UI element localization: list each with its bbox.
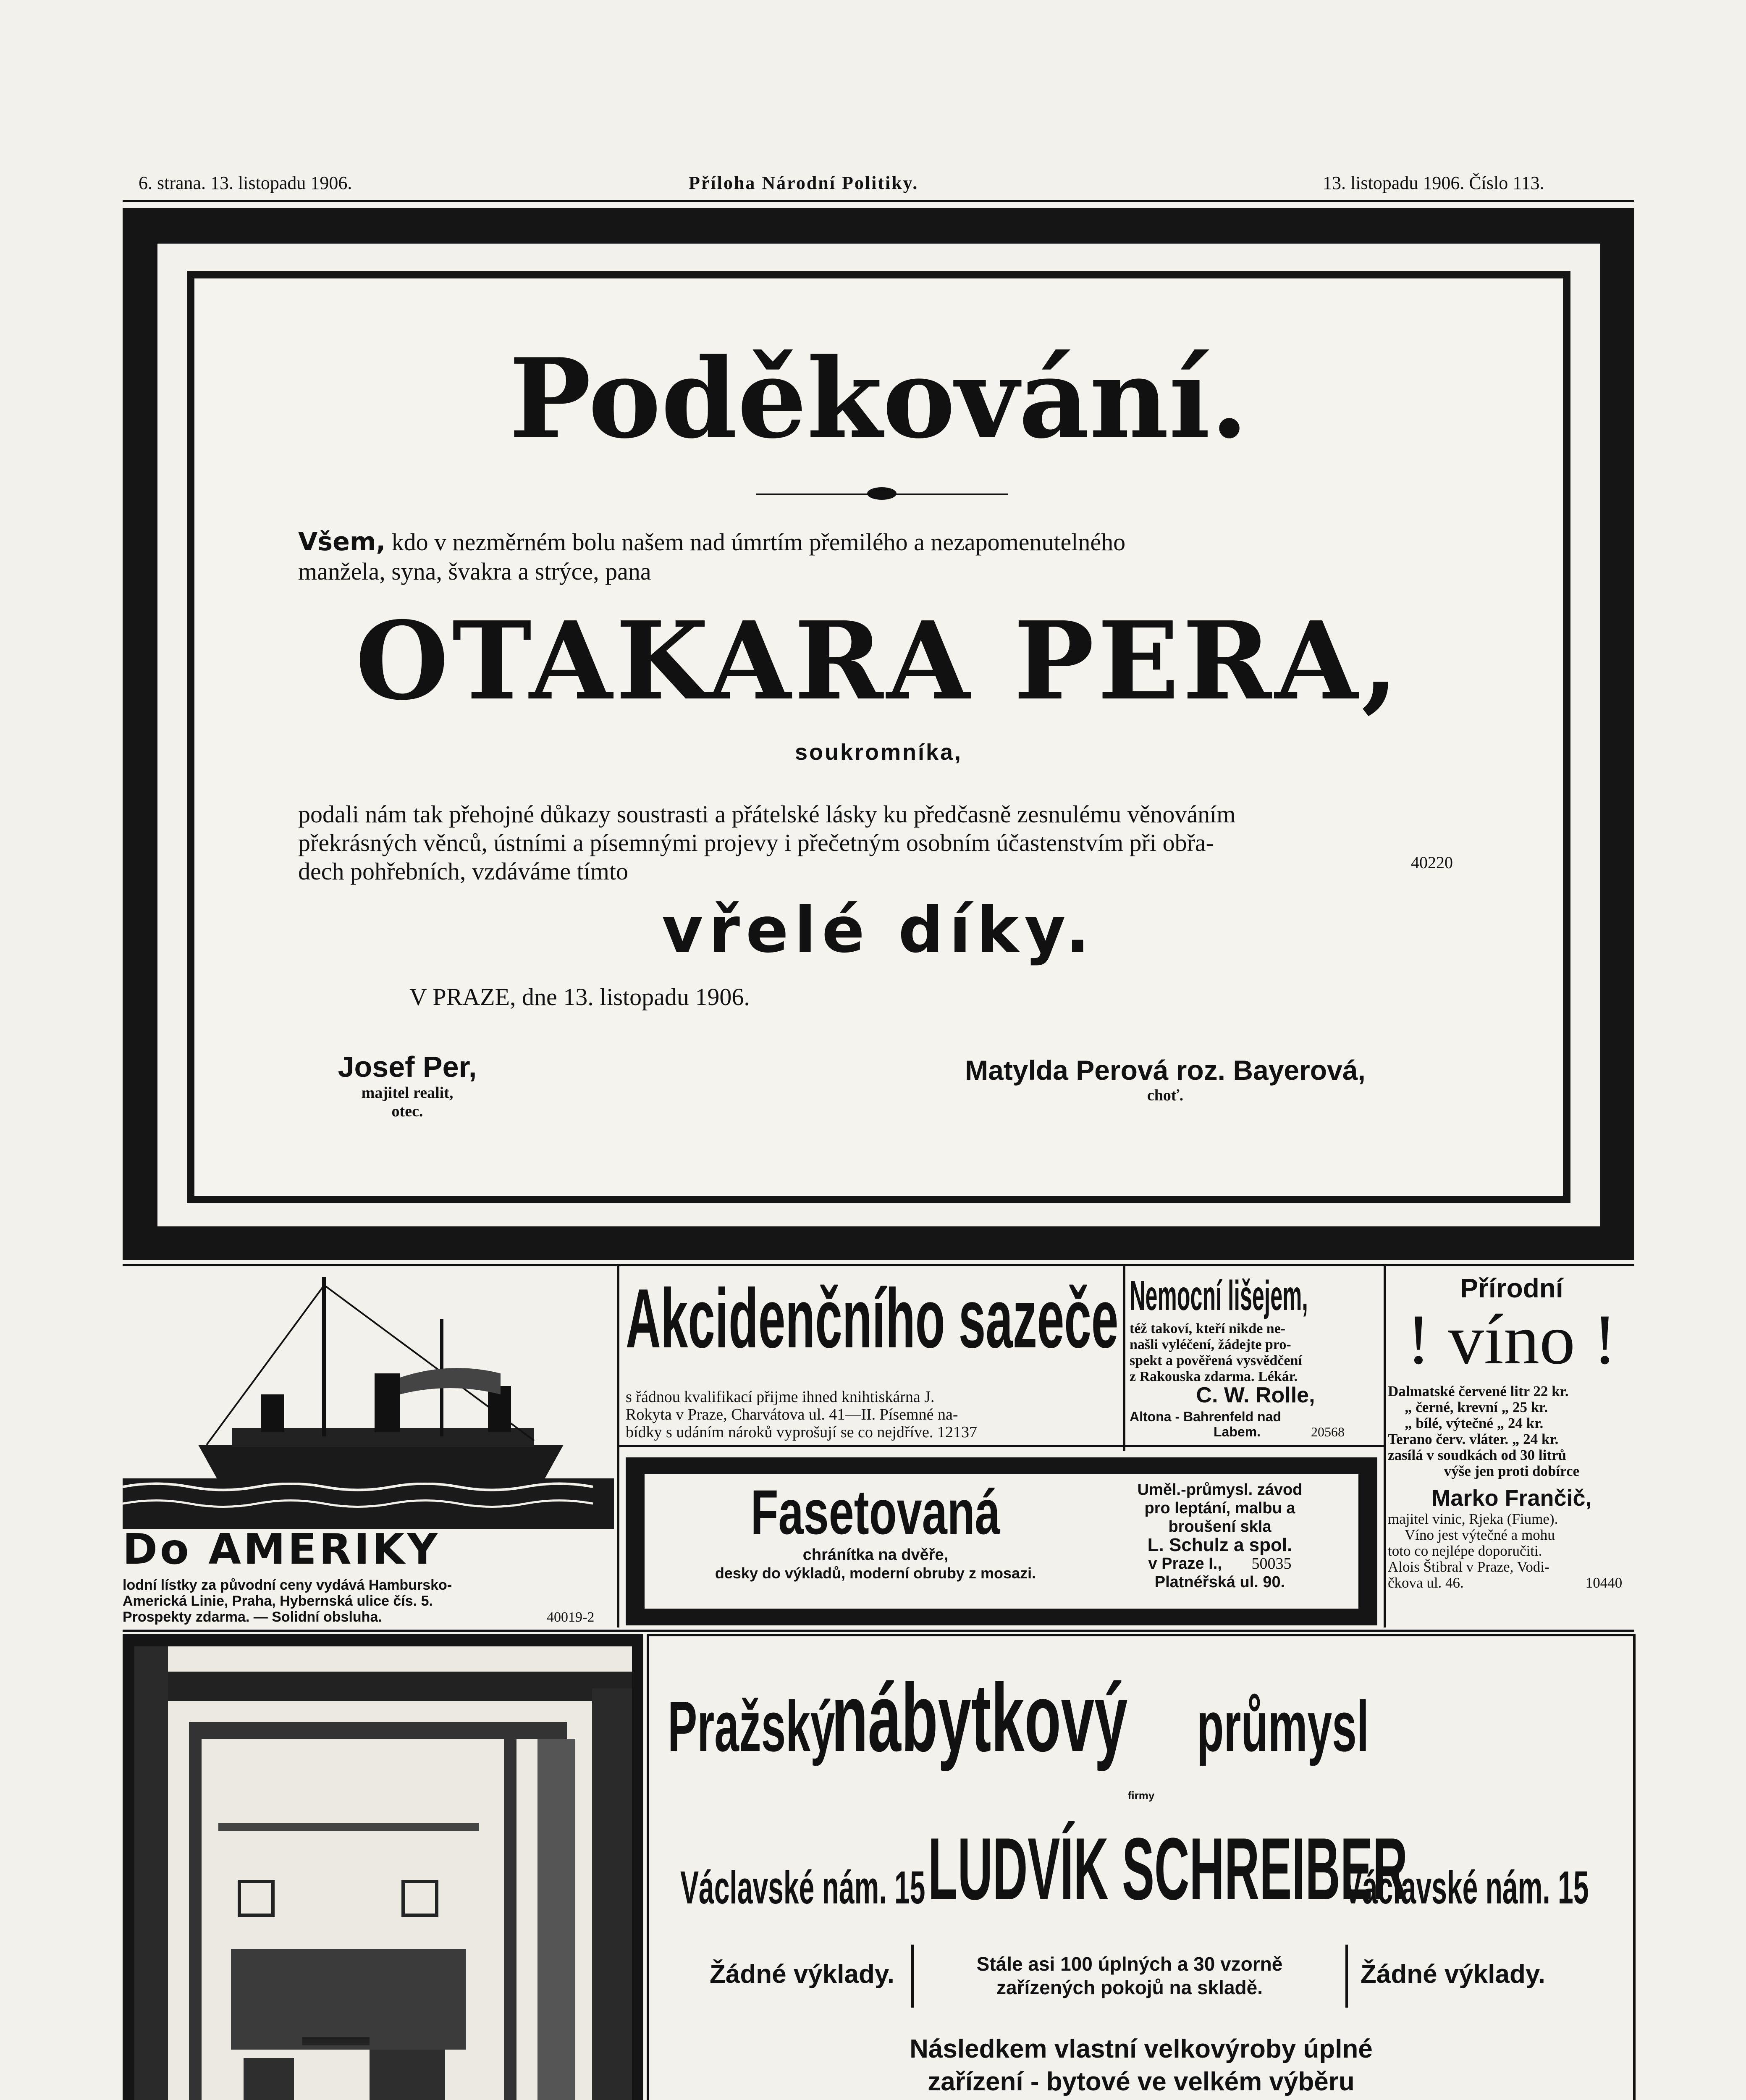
furniture-production — [647, 2033, 1636, 2098]
notice-body — [298, 800, 1235, 886]
signer-wife-relation: choť. — [1147, 1087, 1184, 1104]
ad-grid-top-rule — [123, 1264, 1634, 1266]
wine-seller-name: Marko Frančič, — [1431, 1486, 1592, 1511]
glass-sub-1: chránítka na dvěře, — [802, 1546, 949, 1564]
intro-lead: Všem, — [298, 527, 386, 556]
furniture-heading-c: průmysl — [1197, 1687, 1369, 1767]
body-line-1: podali nám tak přehojné důkazy soustrasti a přátelské lásky ku předčasně zesnulému věnováním — [298, 801, 1236, 828]
signer-father-relation: otec. — [391, 1102, 423, 1120]
ad-grid-divider — [1123, 1266, 1125, 1451]
furniture-stock-line-1: Stále asi 100 úplných a 30 vzorně — [976, 1953, 1283, 1975]
ad-grid-rule — [123, 1630, 1634, 1632]
intro-line1: kdo v nezměrném bolu našem nad úmrtím přemilého a nezapomenutelného — [385, 528, 1126, 556]
intro-line2: manžela, syna, švakra a strýce, pana — [298, 558, 651, 585]
signer-wife-name: Matylda Perová roz. Bayerová, — [965, 1055, 1366, 1086]
america-text — [123, 1577, 452, 1625]
furniture-heading-a: Pražský — [668, 1687, 835, 1767]
ad-grid-divider — [617, 1266, 619, 1628]
lichen-address — [1130, 1409, 1345, 1439]
body-line-3: dech pohřebních, vzdáváme tímto — [298, 858, 628, 885]
lichen-text — [1130, 1321, 1302, 1385]
wine-line-9: toto co nejlépe doporučiti. — [1388, 1543, 1542, 1559]
deceased-occupation: soukromníka, — [794, 740, 963, 765]
america-ad-number: 40019-2 — [547, 1609, 595, 1625]
america-line-3: Prospekty zdarma. — Solidní obsluha. — [123, 1609, 382, 1625]
deceased-name: OTAKARA PERA, — [355, 598, 1402, 724]
glass-right — [1090, 1480, 1350, 1591]
ad-america — [123, 1268, 614, 1625]
signer-father — [290, 1050, 525, 1121]
ad-typesetter — [626, 1273, 1117, 1445]
lichen-heading: Nemocní lišejem, — [1130, 1272, 1308, 1319]
thanks-text: vřelé díky. — [662, 894, 1096, 967]
wine-prices — [1388, 1383, 1636, 1479]
wine-line-8: Víno jest výtečné a mohu — [1405, 1527, 1555, 1543]
furniture-address-left: Václavské nám. 15 — [680, 1862, 925, 1914]
typesetter-text — [626, 1388, 977, 1441]
typesetter-ad-number: 12137 — [937, 1423, 977, 1441]
furniture-illustration — [134, 1646, 632, 2100]
furniture-firm-name: LUDVÍK SCHREIBER — [928, 1819, 1408, 1918]
glass-left — [661, 1478, 1090, 1583]
ad-grid-rule — [619, 1445, 1384, 1447]
furniture-stock-box — [911, 1945, 1348, 2008]
steamship-illustration — [123, 1268, 614, 1529]
furniture-address-right: Václavské nám. 15 — [1344, 1862, 1589, 1914]
wine-line-10: Alois Štibral v Praze, Vodi- — [1388, 1559, 1549, 1575]
typesetter-line-1: s řádnou kvalifikací přijme ihned knihtiskárna J. — [626, 1388, 935, 1406]
lichen-address-2: Labem. — [1214, 1424, 1261, 1439]
america-heading: Do AMERIKY — [123, 1525, 440, 1574]
glass-ad-number: 50035 — [1251, 1555, 1292, 1572]
lichen-ad-number: 20568 — [1311, 1424, 1345, 1439]
wine-heading-1: Přírodní — [1460, 1273, 1563, 1303]
typesetter-line-3: bídky s udáním nároků vyprošují se co nejdříve. — [626, 1423, 933, 1441]
wine-line-2: „ černé, krevní „ 25 kr. — [1405, 1399, 1548, 1415]
furniture-no-display-left: Žádné výklady. — [710, 1960, 894, 1989]
glass-right-6: Platnéřská ul. 90. — [1154, 1573, 1285, 1591]
glass-right-3: broušení skla — [1168, 1518, 1271, 1536]
signer-father-role: majitel realit, — [361, 1084, 454, 1102]
wine-line-6: výše jen proti dobírce — [1444, 1463, 1580, 1479]
furniture-production-1: Následkem vlastní velkovýroby úplné — [910, 2034, 1373, 2063]
ad-wine — [1388, 1273, 1636, 1625]
lichen-name: C. W. Rolle, — [1196, 1383, 1315, 1407]
wine-line-4: Terano červ. vláter. „ 24 kr. — [1388, 1431, 1559, 1447]
ad-glass — [645, 1474, 1358, 1609]
lichen-address-1: Altona - Bahrenfeld nad — [1130, 1409, 1281, 1424]
signer-wife — [903, 1054, 1428, 1105]
wine-testimonial — [1388, 1511, 1636, 1591]
ad-lichen — [1130, 1273, 1382, 1445]
america-line-2: Americká Linie, Praha, Hybernská ulice čís. 5. — [123, 1593, 433, 1609]
glass-sub-2: desky do výkladů, moderní obruby z mosazi. — [715, 1564, 1036, 1582]
glass-right-5: v Praze I., — [1148, 1555, 1222, 1572]
body-line-2: překrásných věnců, ústními a písemnými projevy i přečetným osobním účastenstvím při obřa- — [298, 829, 1214, 856]
typesetter-heading: Akcidenčního sazeče — [626, 1272, 1119, 1365]
wine-line-7: majitel vinic, Rjeka (Fiume). — [1388, 1511, 1558, 1527]
wine-line-3: „ bílé, výtečné „ 24 kr. — [1405, 1415, 1544, 1431]
lichen-line-2: našli vyléčení, žádejte pro- — [1130, 1337, 1291, 1352]
interior-drawing — [134, 1646, 632, 2100]
wine-ad-number: 10440 — [1585, 1575, 1623, 1591]
wine-heading-2: ! víno ! — [1406, 1300, 1617, 1379]
place-date: V PRAZE, dne 13. listopadu 1906. — [409, 983, 750, 1011]
furniture-heading-b: nábytkový — [831, 1664, 1128, 1772]
glass-right-2: pro leptání, malbu a — [1144, 1499, 1295, 1517]
publication-title: Příloha Národní Politiky. — [689, 173, 919, 193]
lichen-line-3: spekt a pověřená vysvědčení — [1130, 1353, 1302, 1368]
glass-heading: Fasetovaná — [750, 1477, 1001, 1547]
divider-ornament — [867, 487, 897, 500]
furniture-firm-row — [680, 1819, 1746, 1918]
page-number-date: 6. strana. 13. listopadu 1906. — [139, 173, 352, 193]
issue-number-date: 13. listopadu 1906. Číslo 113. — [1323, 173, 1544, 193]
wine-line-11: čkova ul. 46. — [1388, 1575, 1464, 1591]
furniture-heading — [668, 1664, 1621, 1777]
wine-line-1: Dalmatské červené litr 22 kr. — [1388, 1383, 1569, 1399]
typesetter-line-2: Rokyta v Praze, Charvátova ul. 41—II. Písemné na- — [626, 1406, 958, 1423]
notice-title: Poděkování. — [509, 335, 1248, 463]
header-rule — [123, 200, 1634, 202]
lichen-line-4: z Rakouska zdarma. Lékár. — [1130, 1369, 1298, 1384]
glass-right-1: Uměl.-průmysl. závod — [1137, 1481, 1303, 1499]
wine-line-5: zasílá v soudkách od 30 litrů — [1388, 1447, 1566, 1463]
furniture-stock-line-2: zařízených pokojů na skladě. — [996, 1977, 1263, 1998]
ad-grid-divider — [1384, 1266, 1386, 1628]
signer-father-name: Josef Per, — [338, 1050, 477, 1083]
furniture-no-display-right: Žádné výklady. — [1361, 1960, 1545, 1989]
furniture-production-2: zařízení - bytové ve velkém výběru — [928, 2067, 1355, 2096]
furniture-firm-label: firmy — [1127, 1789, 1155, 1802]
notice-intro — [298, 527, 1125, 586]
glass-right-4: L. Schulz a spol. — [1147, 1535, 1292, 1555]
america-line-1: lodní lístky za původní ceny vydává Hambursko- — [123, 1577, 452, 1593]
notice-ad-number: 40220 — [1411, 853, 1453, 872]
lichen-line-1: též takoví, kteří nikde ne- — [1130, 1321, 1286, 1336]
